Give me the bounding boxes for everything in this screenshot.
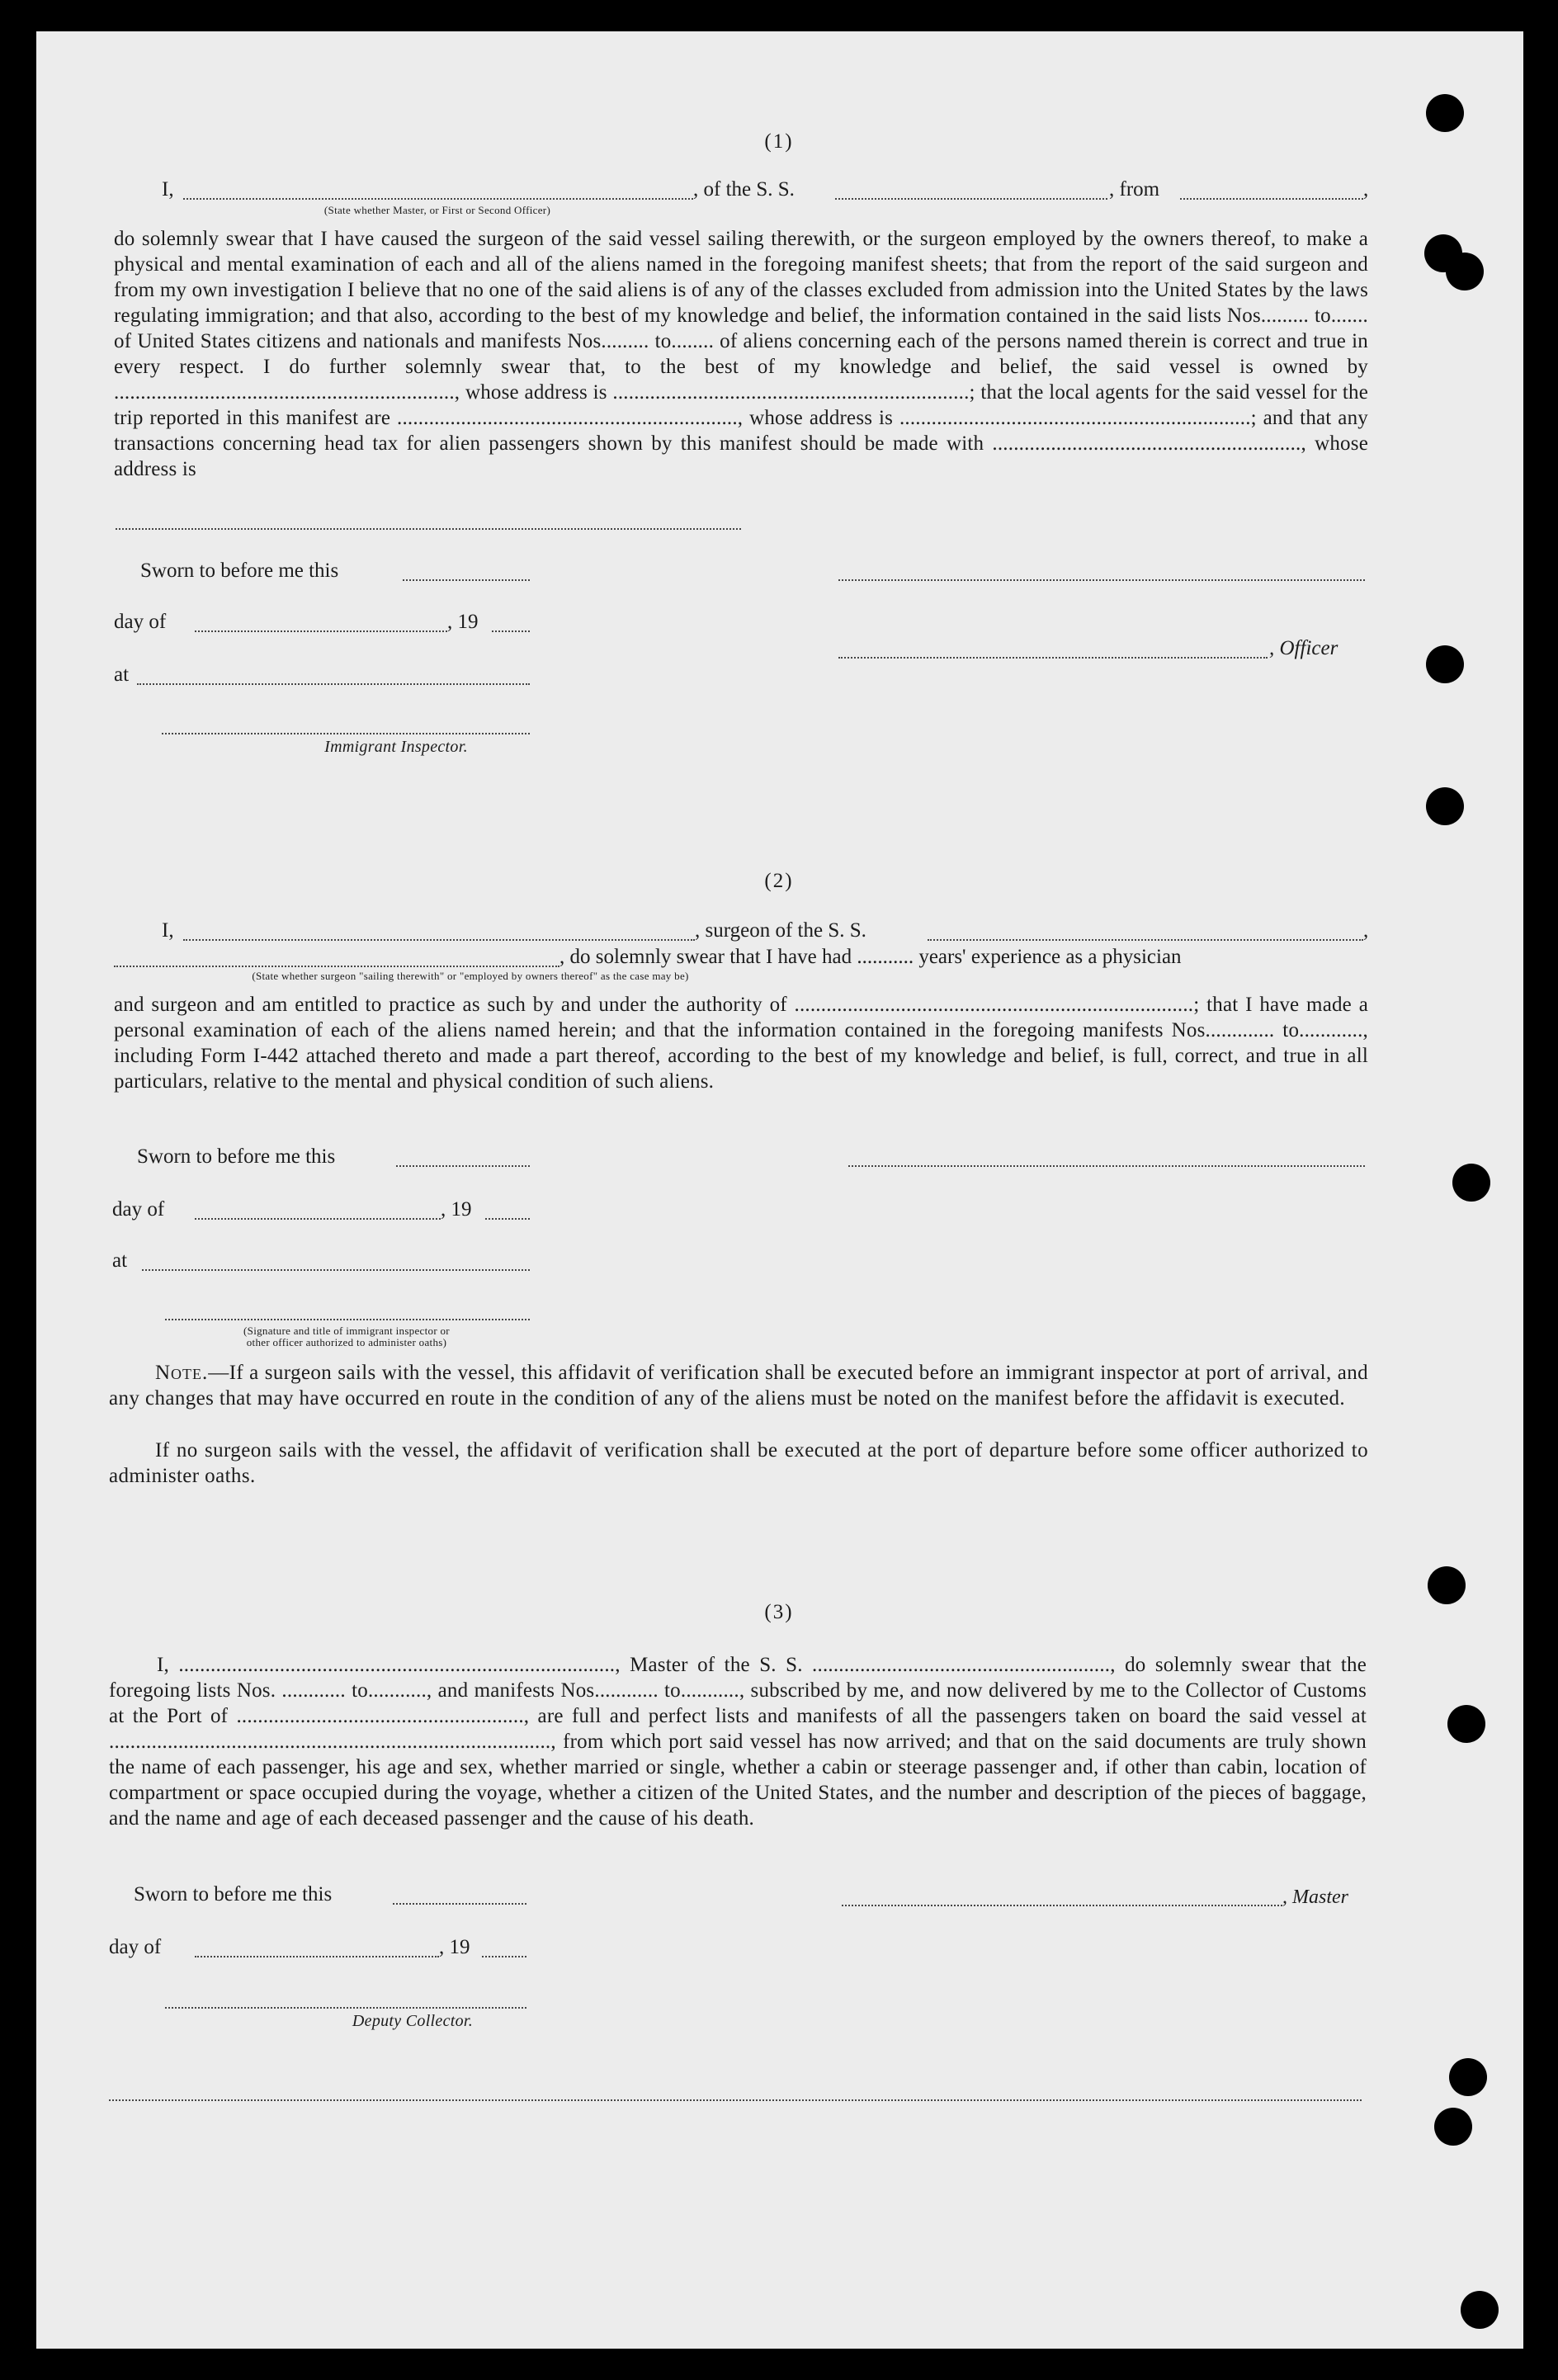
s3-master-signature-field[interactable] (842, 1905, 1282, 1906)
s1-of-ss-label: , of the S. S. (693, 178, 795, 201)
s3-year-field[interactable] (482, 1956, 526, 1957)
s2-year-field[interactable] (485, 1218, 530, 1220)
s3-deputy-signature-field[interactable] (165, 2007, 526, 2009)
punch-hole-7 (1428, 1566, 1466, 1604)
punch-hole-5 (1426, 787, 1464, 825)
s3-day-label: day of (109, 1936, 162, 1958)
s2-at-label: at (112, 1249, 128, 1272)
s2-sworn-label: Sworn to before me this (137, 1145, 336, 1168)
s3-master-label: , Master (1282, 1887, 1348, 1908)
s2-at-place-field[interactable] (142, 1269, 530, 1271)
punch-hole-11 (1461, 2291, 1499, 2329)
s3-year-label: , 19 (439, 1936, 470, 1958)
s1-inspector-signature-field[interactable] (162, 733, 530, 734)
punch-hole-9 (1449, 2058, 1487, 2096)
s1-body-text: do solemnly swear that I have caused the surgeon of the said vessel sailing therewith, or the surgeon employed by the owners thereof, to make a physical and mental examination of each and all of the aliens named in the foregoing manifest sheets; that from the report of the said surgeon and from my own investigation I believe that no one of the said aliens is of any of the classes excluded from admission into the United States by the laws regulating immigration; and that also, according to the best of my knowledge and belief, the information contained in the said lists Nos......... to....... of United States citizens and nationals and manifests Nos......... to........ of aliens concerning each of the persons named therein is correct and true in every respect. I do further solemnly swear that, to the best of my knowledge and belief, the said vessel is owned by ................................................................, whose address is ...................................................................; that the local agents for the said vessel for the trip reported in this manifest are ................................................................, whose address is ..................................................................; and that any transactions concerning head tax for alien passengers shown by this manifest should be made with .........................................................., whose address is (114, 228, 1368, 480)
s1-year-label: , 19 (447, 611, 479, 633)
s3-sworn-label: Sworn to before me this (134, 1883, 333, 1905)
s2-surgeon-type-field[interactable] (114, 966, 559, 967)
s1-i-label: I, (162, 178, 174, 201)
section-2-number: (2) (764, 870, 794, 892)
s3-month-field[interactable] (195, 1956, 439, 1957)
punch-hole-8 (1447, 1705, 1485, 1743)
note-label: Note. (155, 1362, 209, 1384)
s1-sworn-label: Sworn to before me this (140, 560, 339, 582)
s1-officer-signature-field[interactable] (838, 657, 1268, 659)
s2-surgeon-caption: (State whether surgeon "sailing therewith" or "employed by owners thereof" as the case may be) (252, 970, 689, 982)
s1-at-label: at (114, 663, 130, 686)
s2-surgeon-name-field[interactable] (183, 939, 695, 941)
s2-i-label: I, (162, 919, 174, 942)
note-paragraph-2: If no surgeon sails with the vessel, the affidavit of verification shall be executed at the port of departure before some officer authorized to administer oaths. (109, 1439, 1368, 1487)
s2-comma: , (1363, 919, 1369, 942)
s1-officer-label: , Officer (1269, 637, 1338, 659)
note-paragraph-1 (109, 1360, 1368, 1411)
s2-inspector-signature-field[interactable] (165, 1319, 530, 1320)
s3-body-text: I, .................................................................................., Master of the S. S. ........................................................, do solemnly swear that the foregoing lists Nos. ............ to..........., and manifests Nos............ to..........., subscribed by me, and now delivered by me to the Collector of Customs at the Port of ......................................................, are full and perfect lists and manifests of all the passengers taken on board the said vessel at ..................................................................................., from which port said vessel has now arrived; and that on the said documents are truly shown the name of each passenger, his age and sex, whether married or single, whether a cabin or steerage passenger and, if other than cabin, location of compartment or space occupied during the voyage, whether a citizen of the United States, and the number and description of the pieces of baggage, and the name and age of each deceased passenger and the cause of his death. (109, 1654, 1367, 1830)
s1-from-port-field[interactable] (1180, 198, 1363, 200)
s1-comma: , (1363, 178, 1369, 201)
s1-rank-caption: (State whether Master, or First or Second Officer) (323, 204, 551, 216)
s2-body-text: and surgeon and am entitled to practice as such by and under the authority of ...........................................................................; that I have made a personal examination of each of the aliens named herein; and that the information contained in the foregoing manifests Nos............. to............, including Form I-442 attached thereto and made a part thereof, according to the best of my knowledge and belief, is full, correct, and true in all particulars, relative to the mental and physical condition of such aliens. (114, 994, 1368, 1093)
section-1-number: (1) (764, 130, 794, 153)
punch-hole-1 (1426, 94, 1464, 132)
s1-year-field[interactable] (492, 630, 530, 632)
s2-line2-text: , do solemnly swear that I have had ........... years' experience as a physician (559, 946, 1182, 968)
s1-signature-field[interactable] (838, 579, 1365, 581)
s1-day-label: day of (114, 611, 167, 633)
s2-surgeon-label: , surgeon of the S. S. (695, 919, 866, 942)
bottom-rule (109, 2099, 1362, 2101)
s1-sworn-day-field[interactable] (403, 579, 530, 581)
s2-sig-caption-1: (Signature and title of immigrant inspector or (243, 1325, 450, 1337)
s1-at-place-field[interactable] (137, 683, 530, 685)
s2-ship-name-field[interactable] (928, 939, 1363, 941)
s1-inspector-caption: Immigrant Inspector. (324, 738, 468, 756)
s1-from-label: , from (1109, 178, 1160, 201)
punch-hole-4 (1426, 645, 1464, 683)
punch-hole-3 (1446, 253, 1484, 290)
note-text-1: —If a surgeon sails with the vessel, this affidavit of verification shall be executed before an immigrant inspector at port of arrival, and any changes that may have occurred en route in the condition of any of the aliens must be noted on the manifest before the affidavit is executed. (109, 1362, 1368, 1410)
s3-deputy-caption: Deputy Collector. (352, 2012, 474, 2030)
s1-officer-rank-field[interactable] (183, 198, 693, 200)
s2-sig-caption-2: other officer authorized to administer oaths) (246, 1336, 447, 1348)
s2-year-label: , 19 (441, 1198, 472, 1221)
s2-signature-field[interactable] (848, 1165, 1365, 1167)
punch-hole-10 (1434, 2108, 1472, 2146)
s2-month-field[interactable] (195, 1218, 441, 1220)
s1-transaction-address-field[interactable] (116, 528, 741, 530)
s2-day-label: day of (112, 1198, 165, 1221)
s1-month-field[interactable] (195, 630, 447, 632)
s2-sworn-day-field[interactable] (396, 1165, 530, 1167)
section-3-number: (3) (764, 1601, 794, 1623)
s1-ship-name-field[interactable] (835, 198, 1107, 200)
punch-hole-6 (1452, 1164, 1490, 1202)
s3-sworn-day-field[interactable] (393, 1903, 526, 1905)
